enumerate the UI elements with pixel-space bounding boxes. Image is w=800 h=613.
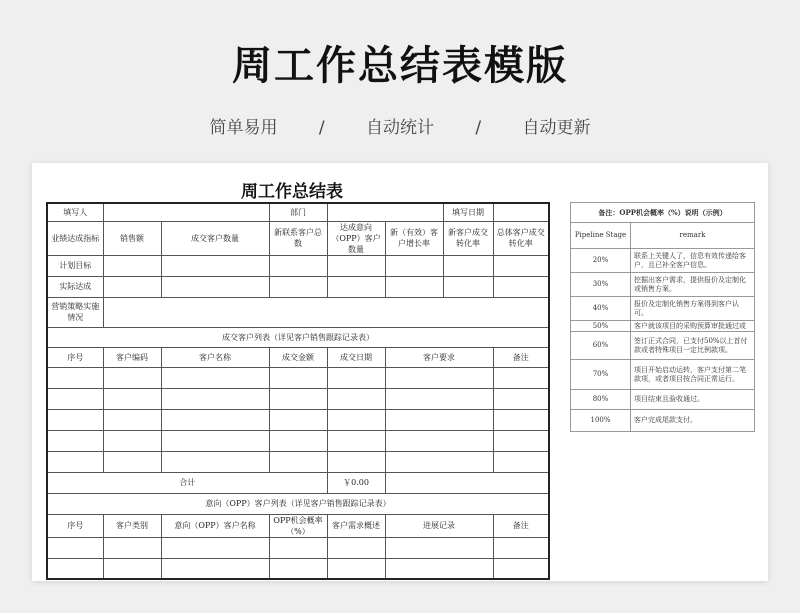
- subtitle-item: 自动更新: [522, 118, 591, 138]
- cell-input[interactable]: [47, 409, 103, 430]
- cell-input[interactable]: [385, 472, 549, 493]
- cell-input[interactable]: [103, 451, 161, 472]
- column-header: OPP机会概率（%）: [269, 514, 327, 537]
- table-row: [571, 390, 755, 410]
- cell-input[interactable]: [327, 430, 385, 451]
- section-title: 意向（OPP）客户列表（详见客户销售跟踪记录表）: [47, 493, 549, 514]
- page-subtitle: [0, 113, 800, 138]
- table-row: [47, 367, 549, 388]
- cell-label: 新（有效）客户增长率: [385, 221, 443, 255]
- cell-input[interactable]: [327, 558, 385, 579]
- cell-input[interactable]: [443, 276, 493, 297]
- cell-input[interactable]: [47, 430, 103, 451]
- table-row: [571, 249, 755, 273]
- table-row: [47, 558, 549, 579]
- cell-input[interactable]: [103, 558, 161, 579]
- strategy-row: [47, 297, 549, 327]
- cell-input[interactable]: [161, 276, 269, 297]
- cell-input[interactable]: [161, 255, 269, 276]
- cell-input[interactable]: [327, 451, 385, 472]
- cell-label: 计划目标: [47, 255, 103, 276]
- cell-input[interactable]: [269, 451, 327, 472]
- cell-label: 成交客户数量: [161, 221, 269, 255]
- column-header: 序号: [47, 514, 103, 537]
- cell-input[interactable]: [161, 537, 269, 558]
- cell-input[interactable]: [493, 276, 549, 297]
- table-row: [571, 321, 755, 332]
- column-header: Pipeline Stage: [571, 223, 631, 249]
- cell-input[interactable]: [269, 409, 327, 430]
- cell-input[interactable]: [493, 409, 549, 430]
- cell-input[interactable]: [103, 537, 161, 558]
- column-header: 进展记录: [385, 514, 493, 537]
- metrics-header-row: [47, 221, 549, 255]
- cell-input[interactable]: [327, 409, 385, 430]
- stage-pct: 60%: [571, 332, 631, 360]
- table-row: [47, 537, 549, 558]
- deal-header-row: [47, 347, 549, 367]
- cell-input[interactable]: [493, 558, 549, 579]
- spreadsheet-preview: [32, 163, 768, 581]
- cell-input[interactable]: [103, 276, 161, 297]
- cell-input[interactable]: [161, 430, 269, 451]
- table-row: [571, 273, 755, 297]
- stage-pct: 100%: [571, 410, 631, 432]
- stage-remark: 项目开始启动运转，客户支付第二笔款项，或者项目按合同正常运行。: [631, 360, 755, 390]
- cell-input[interactable]: [269, 537, 327, 558]
- cell-input[interactable]: [269, 367, 327, 388]
- column-header: 客户编码: [103, 347, 161, 367]
- cell-input[interactable]: [493, 255, 549, 276]
- subtitle-item: 简单易用: [209, 118, 278, 138]
- cell-input[interactable]: [269, 276, 327, 297]
- cell-label: 填写人: [47, 203, 103, 221]
- stage-pct: 50%: [571, 321, 631, 332]
- cell-label: 业绩达成指标: [47, 221, 103, 255]
- column-header: 客户名称: [161, 347, 269, 367]
- column-header: 成交金额: [269, 347, 327, 367]
- stage-pct: 20%: [571, 249, 631, 273]
- cell-input[interactable]: [47, 537, 103, 558]
- cell-input[interactable]: [327, 203, 443, 221]
- table-row: [571, 410, 755, 432]
- stage-pct: 80%: [571, 390, 631, 410]
- info-row: [47, 203, 549, 221]
- sheet-title: 周工作总结表: [241, 182, 343, 202]
- cell-label: 填写日期: [443, 203, 493, 221]
- cell-input[interactable]: [103, 388, 161, 409]
- cell-input[interactable]: [493, 388, 549, 409]
- table-row: [47, 430, 549, 451]
- stage-pct: 40%: [571, 297, 631, 321]
- column-header: 备注: [493, 514, 549, 537]
- cell-input[interactable]: [103, 430, 161, 451]
- cell-label: 部门: [269, 203, 327, 221]
- cell-input[interactable]: [385, 537, 493, 558]
- cell-input[interactable]: [269, 388, 327, 409]
- cell-input[interactable]: [47, 451, 103, 472]
- section-title: 成交客户列表（详见客户销售跟踪记录表）: [47, 327, 549, 347]
- cell-input[interactable]: [493, 203, 549, 221]
- stage-remark: 客户完成尾款支付。: [631, 410, 755, 432]
- side-title: 备注：OPP机会概率（%）说明（示例）: [571, 203, 755, 223]
- cell-input[interactable]: [493, 430, 549, 451]
- table-row: [571, 360, 755, 390]
- table-row: [47, 451, 549, 472]
- cell-input[interactable]: [269, 255, 327, 276]
- cell-input[interactable]: [161, 558, 269, 579]
- cell-label: 销售额: [103, 221, 161, 255]
- side-title-row: [571, 203, 755, 223]
- table-row: [47, 409, 549, 430]
- cell-input[interactable]: [385, 388, 493, 409]
- cell-input[interactable]: [385, 558, 493, 579]
- opp-header-row: [47, 514, 549, 537]
- cell-label: 达成意向（OPP）客户数量: [327, 221, 385, 255]
- cell-input[interactable]: [385, 409, 493, 430]
- cell-input[interactable]: [327, 388, 385, 409]
- cell-input[interactable]: [103, 255, 161, 276]
- deal-section-row: [47, 327, 549, 347]
- column-header: remark: [631, 223, 755, 249]
- column-header: 成交日期: [327, 347, 385, 367]
- table-row: [571, 297, 755, 321]
- table-row: [47, 388, 549, 409]
- cell-input[interactable]: [161, 367, 269, 388]
- page-title: 周工作总结表模版: [232, 43, 568, 89]
- cell-label: 新联系客户总数: [269, 221, 327, 255]
- cell-input[interactable]: [47, 558, 103, 579]
- total-value: ￥0.00: [327, 472, 385, 493]
- stage-pct: 70%: [571, 360, 631, 390]
- stage-pct: 30%: [571, 273, 631, 297]
- subtitle-separator: /: [475, 118, 482, 138]
- subtitle-item: 自动统计: [366, 118, 434, 138]
- cell-input[interactable]: [103, 367, 161, 388]
- cell-input[interactable]: [385, 451, 493, 472]
- cell-input[interactable]: [493, 537, 549, 558]
- cell-input[interactable]: [327, 276, 385, 297]
- cell-input[interactable]: [443, 255, 493, 276]
- stage-remark: 挖掘出客户需求，提供报价及定制化或销售方案。: [631, 273, 755, 297]
- actual-row: [47, 276, 549, 297]
- cell-input[interactable]: [161, 451, 269, 472]
- column-header: 客户类别: [103, 514, 161, 537]
- cell-input[interactable]: [47, 388, 103, 409]
- column-header: 序号: [47, 347, 103, 367]
- cell-input[interactable]: [493, 451, 549, 472]
- cell-input[interactable]: [493, 367, 549, 388]
- column-header: 客户需求概述: [327, 514, 385, 537]
- cell-label: 总体客户成交转化率: [493, 221, 549, 255]
- cell-input[interactable]: [103, 297, 549, 327]
- column-header: 备注: [493, 347, 549, 367]
- cell-input[interactable]: [161, 388, 269, 409]
- stage-remark: 项目结束且验收通过。: [631, 390, 755, 410]
- cell-input[interactable]: [103, 203, 269, 221]
- cell-input[interactable]: [269, 430, 327, 451]
- cell-input[interactable]: [327, 255, 385, 276]
- column-header: 意向（OPP）客户名称: [161, 514, 269, 537]
- table-row: [571, 332, 755, 360]
- total-label: 合计: [47, 472, 327, 493]
- cell-label: 新客户成交转化率: [443, 221, 493, 255]
- cell-input[interactable]: [385, 430, 493, 451]
- stage-remark: 联系上关键人了，信息有效传递给客户，且已补全客户信息。: [631, 249, 755, 273]
- cell-input[interactable]: [47, 367, 103, 388]
- column-header: 客户要求: [385, 347, 493, 367]
- cell-input[interactable]: [269, 558, 327, 579]
- opp-probability-table: [570, 202, 755, 432]
- side-header-row: [571, 223, 755, 249]
- stage-remark: 报价及定制化销售方案得到客户认可。: [631, 297, 755, 321]
- cell-input[interactable]: [385, 255, 443, 276]
- stage-remark: 客户就该项目的采购预算审批通过或: [631, 321, 755, 332]
- cell-input[interactable]: [161, 409, 269, 430]
- cell-label: 实际达成: [47, 276, 103, 297]
- total-row: [47, 472, 549, 493]
- plan-row: [47, 255, 549, 276]
- cell-label: 营销策略实施情况: [47, 297, 103, 327]
- cell-input[interactable]: [385, 276, 443, 297]
- opp-section-row: [47, 493, 549, 514]
- summary-table: [46, 202, 550, 580]
- subtitle-separator: /: [318, 118, 325, 138]
- cell-input[interactable]: [103, 409, 161, 430]
- cell-input[interactable]: [385, 367, 493, 388]
- cell-input[interactable]: [327, 367, 385, 388]
- cell-input[interactable]: [327, 537, 385, 558]
- stage-remark: 签订正式合同，已支付50%以上首付款或者特殊项目一定比例款项。: [631, 332, 755, 360]
